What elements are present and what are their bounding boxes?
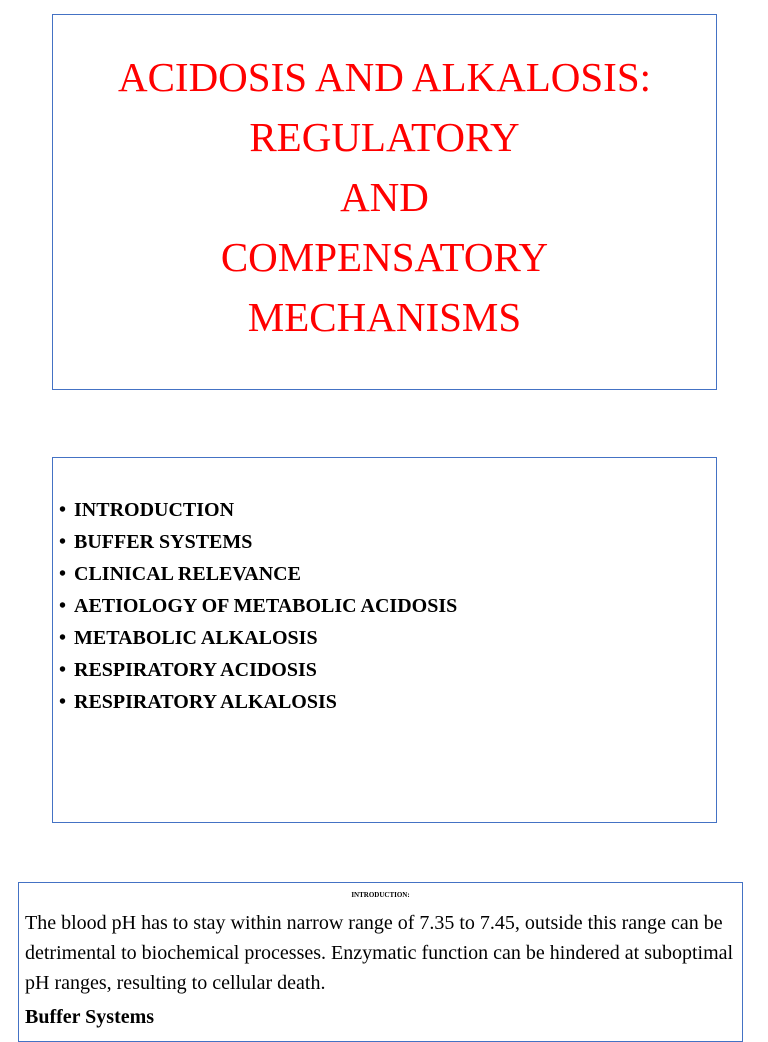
introduction-slide	[18, 882, 743, 1042]
title-line-4: COMPENSATORY	[220, 234, 549, 280]
title-line-1: ACIDOSIS AND ALKALOSIS:	[117, 54, 652, 100]
title-line-2: REGULATORY	[249, 114, 520, 160]
contents-list	[59, 494, 457, 718]
list-item: • METABOLIC ALKALOSIS	[59, 622, 457, 654]
contents-slide	[52, 457, 717, 823]
introduction-paragraph: The blood pH has to stay within narrow range of 7.35 to 7.45, outside this range can be detrimental to biochemical processes. Enzymatic function can be hindered at suboptimal pH ranges, resulting to cellular death.	[25, 912, 734, 994]
list-item: • RESPIRATORY ACIDOSIS	[59, 654, 457, 686]
introduction-heading: INTRODUCTION:	[351, 891, 410, 899]
title-line-3: AND	[340, 174, 429, 220]
title-line-5: MECHANISMS	[247, 294, 522, 340]
buffer-systems-heading: Buffer Systems	[25, 1006, 155, 1028]
list-item: • AETIOLOGY OF METABOLIC ACIDOSIS	[59, 590, 457, 622]
slide-title	[118, 47, 651, 347]
list-item: • BUFFER SYSTEMS	[59, 526, 457, 558]
list-item: • CLINICAL RELEVANCE	[59, 558, 457, 590]
list-item: • RESPIRATORY ALKALOSIS	[59, 686, 457, 718]
title-slide	[52, 14, 717, 390]
list-item: • INTRODUCTION	[59, 494, 457, 526]
